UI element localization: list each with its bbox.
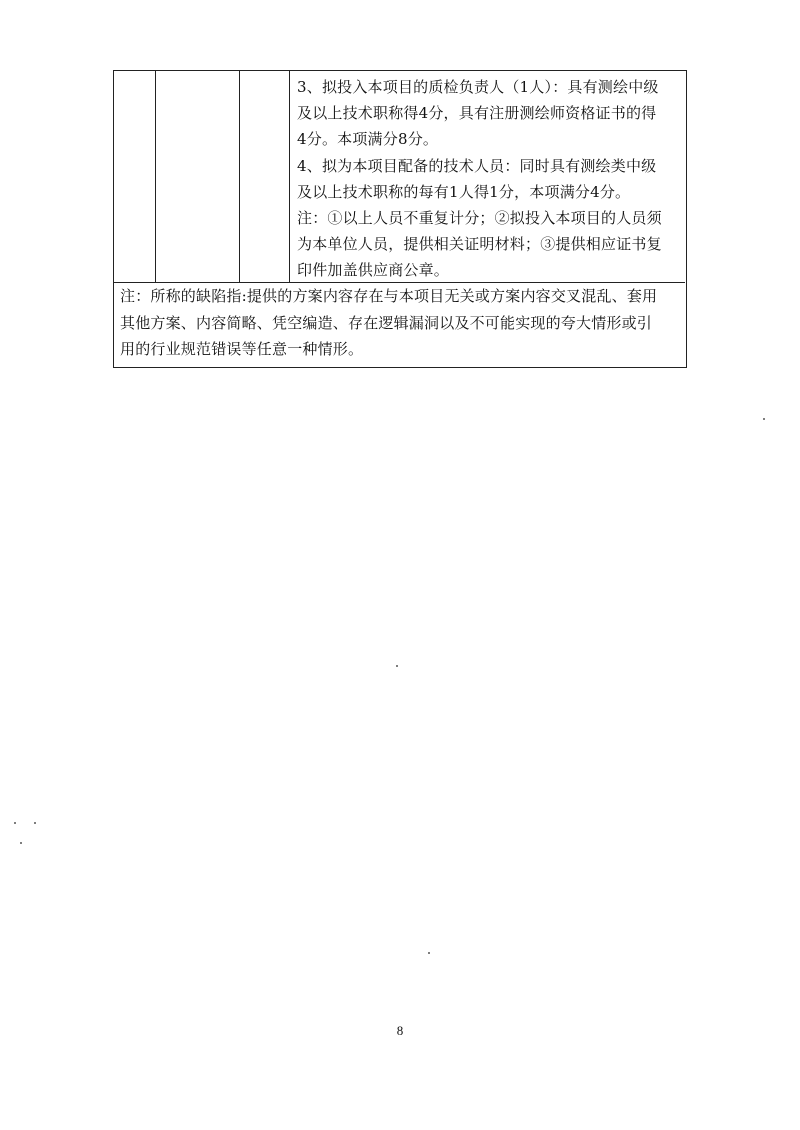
criteria-line: 及以上技术职称得4分，具有注册测绘师资格证书的得 (297, 104, 657, 123)
note-line: 用的行业规范错误等任意一种情形。 (120, 340, 364, 358)
note-line: 其他方案、内容简略、凭空编造、存在逻辑漏洞以及不可能实现的夸大情形或引 (120, 313, 653, 332)
column-divider-1 (155, 71, 156, 283)
criteria-line: 4分。本项满分8分。 (297, 130, 439, 149)
scan-speck (763, 418, 765, 420)
criteria-line: 3、拟投入本项目的质检负责人（1人）：具有测绘中级 (297, 78, 659, 96)
criteria-line: 注：①以上人员不重复计分；②拟投入本项目的人员须 (297, 209, 662, 228)
scan-speck (396, 665, 398, 667)
page-number: 8 (396, 1023, 404, 1038)
criteria-cell (297, 74, 681, 284)
criteria-line: 及以上技术职称的每有1人得1分，本项满分4分。 (297, 182, 631, 201)
scan-speck (428, 952, 430, 954)
column-divider-2 (239, 71, 240, 283)
scan-speck (34, 822, 36, 824)
note-line: 注：所称的缺陷指:提供的方案内容存在与本项目无关或方案内容交叉混乱、套用 (120, 287, 658, 305)
scan-speck (20, 842, 22, 844)
criteria-line: 印件加盖供应商公章。 (297, 261, 450, 280)
scan-speck (14, 822, 16, 824)
criteria-line: 4、拟为本项目配备的技术人员：同时具有测绘类中级 (297, 156, 657, 175)
scoring-table (113, 70, 687, 368)
criteria-line: 为本单位人员，提供相关证明材料；③提供相应证书复 (297, 235, 662, 254)
column-divider-3 (289, 71, 290, 283)
note-cell (120, 283, 680, 363)
